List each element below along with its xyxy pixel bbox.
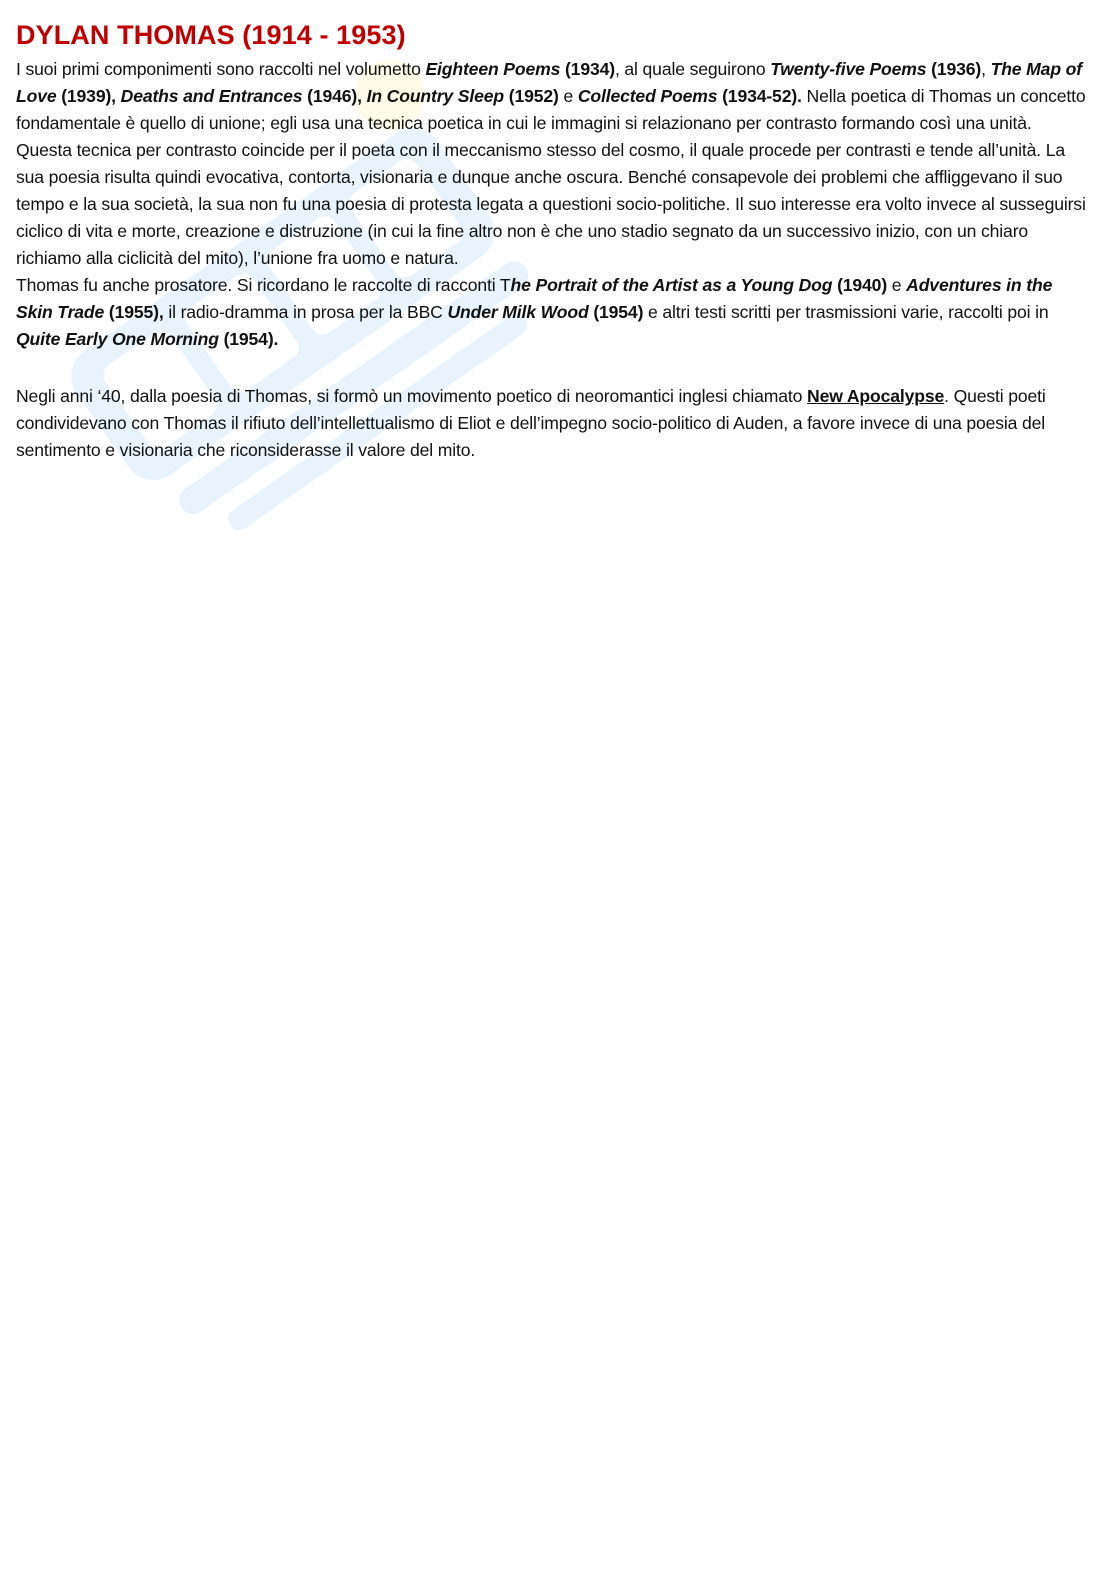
text: Nella poetica di Thomas un concetto fondamentale è quello di unione; egli usa una tecnica poetica in cui le immagini si relazionano per contrasto formando così una unità. Questa tecnica per contrasto coincide per il poeta con il meccanismo stesso del cosmo, il quale procede per contrasti e tende all’unità. La sua poesia risulta quindi evocativa, contorta, visionaria e dunque anche oscura. Benché consapevole dei problemi che affliggevano il suo tempo e la sua società, la sua non fu una poesia di protesta legata a questioni socio-politiche. Il suo interesse era volto invece al susseguirsi ciclico di vita e morte, creazione e distruzione (in cui la fine altro non è che uno stadio segnato da un successivo inizio, con un chiaro richiamo alla ciclicità del mito), l’unione fra uomo e natura. xyxy=(16,86,1086,268)
work-title: Twenty-five Poems xyxy=(770,59,927,79)
page-title: DYLAN THOMAS (1914 - 1953) xyxy=(16,20,406,50)
text: , xyxy=(981,59,991,79)
work-title: Quite Early One Morning xyxy=(16,329,219,349)
work-year: (1952) xyxy=(504,86,559,106)
text: il radio-dramma in prosa per la BBC xyxy=(163,302,448,322)
work-year: (1934-52). xyxy=(717,86,802,106)
work-year: (1954) xyxy=(588,302,644,322)
paragraph-poetry xyxy=(16,56,1088,272)
text: e xyxy=(887,275,907,295)
work-year: (1934) xyxy=(560,59,615,79)
text: Negli anni ‘40, dalla poesia di Thomas, si formò un movimento poetico di neoromantici inglesi chiamato xyxy=(16,386,808,406)
work-year: (1939), xyxy=(56,86,121,106)
text: . Questi poeti condividevano con Thomas il rifiuto dell’intellettualismo di Eliot e dell’impegno socio-politico di Auden, a favore invece di una poesia del sentimento e visionaria che riconsiderasse il valore del mito. xyxy=(16,386,1046,460)
work-title: Eighteen Poems xyxy=(425,59,561,79)
text: , al quale seguirono xyxy=(614,59,771,79)
work-title: he Portrait of the Artist as a Young Dog xyxy=(510,275,833,295)
work-title: Under Milk Wood xyxy=(447,302,589,322)
work-year: (1954). xyxy=(218,329,279,349)
paragraph-prose xyxy=(16,272,1088,353)
document-page xyxy=(0,0,1116,464)
work-year: (1946), xyxy=(302,86,367,106)
paragraph-new-apocalypse xyxy=(16,383,1088,464)
work-year: (1940) xyxy=(832,275,888,295)
text: I suoi primi componimenti sono raccolti nel volumetto xyxy=(16,59,426,79)
text: e altri testi scritti per trasmissioni varie, raccolti poi in xyxy=(643,302,1049,322)
movement-name: New Apocalypse xyxy=(807,386,945,406)
work-title: Adventures in the Skin Trade xyxy=(16,275,1053,322)
work-title: The Map of Love xyxy=(16,59,1082,106)
work-title: Deaths and Entrances xyxy=(120,86,303,106)
work-title: Collected Poems xyxy=(577,86,718,106)
work-title: In Country Sleep xyxy=(366,86,504,106)
work-year: (1936) xyxy=(926,59,982,79)
text: Thomas fu anche prosatore. Si ricordano le raccolte di racconti T xyxy=(16,275,511,295)
work-year: (1955), xyxy=(104,302,164,322)
text: e xyxy=(558,86,578,106)
